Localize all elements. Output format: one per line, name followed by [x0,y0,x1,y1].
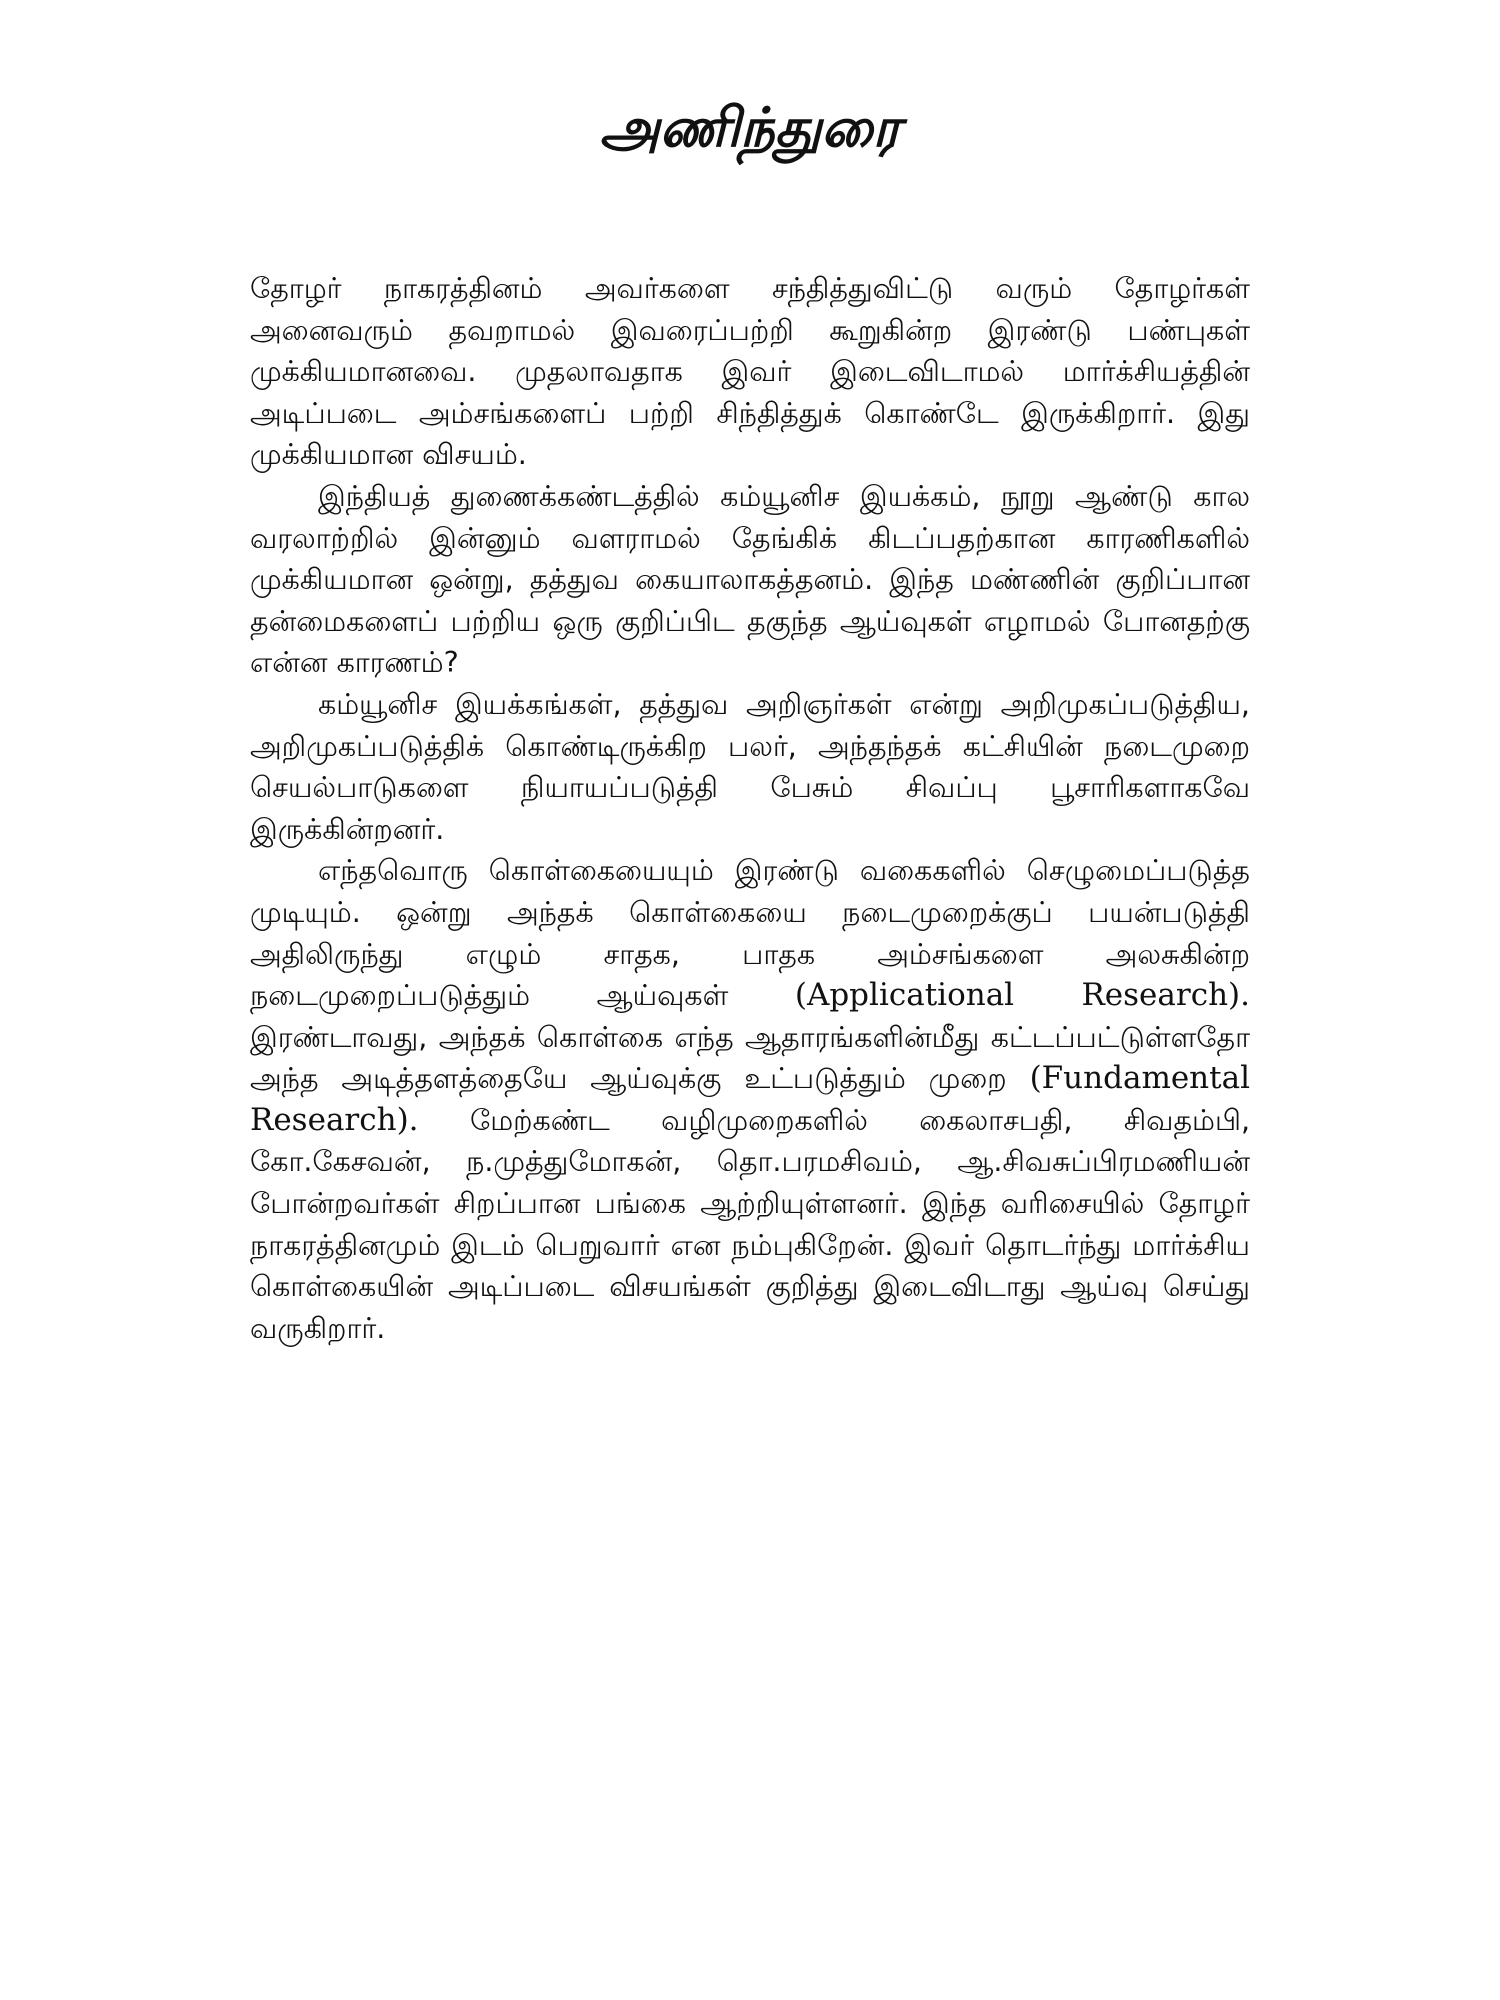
paragraph-4-text-b: இரண்டாவது, அந்தக் கொள்கை எந்த ஆதாரங்களின்மீது கட்டப்பட்டுள்ளதோ அந்த அடித்தளத்தையே ஆய்வுக்கு உட்படுத்தும் முறை [250,1020,1250,1096]
paragraph-1: தோழர் நாகரத்தினம் அவர்களை சந்தித்துவிட்டு வரும் தோழர்கள் அனைவரும் தவறாமல் இவரைப்பற்றி கூறுகின்ற இரண்டு பண்புகள் முக்கியமானவை. முதலாவதாக இவர் இடைவிடாமல் மார்க்சியத்தின் அடிப்படை அம்சங்களைப் பற்றி சிந்தித்துக் கொண்டே இருக்கிறார். இது முக்கியமான விசயம். [250,272,1250,472]
paragraph-4-text-c: மேற்கண்ட வழிமுறைகளில் கைலாசபதி, சிவதம்பி, கோ.கேசவன், ந.முத்துமோகன், தொ.பரமசிவம், ஆ.சிவசுப்பிரமணியன் போன்றவர்கள் சிறப்பான பங்கை ஆற்றியுள்ளனர். இந்த வரிசையில் தோழர் நாகரத்தினமும் இடம் பெறுவார் என நம்புகிறேன். இவர் தொடர்ந்து மார்க்சிய கொள்கையின் அடிப்படை விசயங்கள் குறித்து இடைவிடாது ஆய்வு செய்து வருகிறார். [250,1103,1250,1345]
body-text [250,268,1250,1349]
paragraph-3: கம்யூனிச இயக்கங்கள், தத்துவ அறிஞர்கள் என்று அறிமுகப்படுத்திய, அறிமுகப்படுத்திக் கொண்டிருக்கிற பலர், அந்தந்தக் கட்சியின் நடைமுறை செயல்பாடுகளை நியாயப்படுத்தி பேசும் சிவப்பு பூசாரிகளாகவே இருக்கின்றனர். [250,687,1250,846]
applicational-research-term: (Applicational Research). [794,977,1250,1014]
fundamental-research-term: (Fundamental Research). [250,1060,1250,1138]
paragraph-4 [250,850,1250,1349]
paragraph-2: இந்தியத் துணைக்கண்டத்தில் கம்யூனிச இயக்கம், நூறு ஆண்டு கால வரலாற்றில் இன்னும் வளராமல் தேங்கிக் கிடப்பதற்கான காரணிகளில் முக்கியமான ஒன்று, தத்துவ கையாலாகத்தனம். இந்த மண்ணின் குறிப்பான தன்மைகளைப் பற்றிய ஒரு குறிப்பிட தகுந்த ஆய்வுகள் எழாமல் போனதற்கு என்ன காரணம்? [250,479,1250,680]
page-title: அணிந்துரை [599,96,901,159]
paragraph-4-text-a: எந்தவொரு கொள்கையையும் இரண்டு வகைகளில் செழுமைப்படுத்த முடியும். ஒன்று அந்தக் கொள்கையை நடைமுறைக்குப் பயன்படுத்தி அதிலிருந்து எழும் சாதக, பாதக அம்சங்களை அலசுகின்ற நடைமுறைப்படுத்தும் ஆய்வுகள் [250,854,1250,1013]
